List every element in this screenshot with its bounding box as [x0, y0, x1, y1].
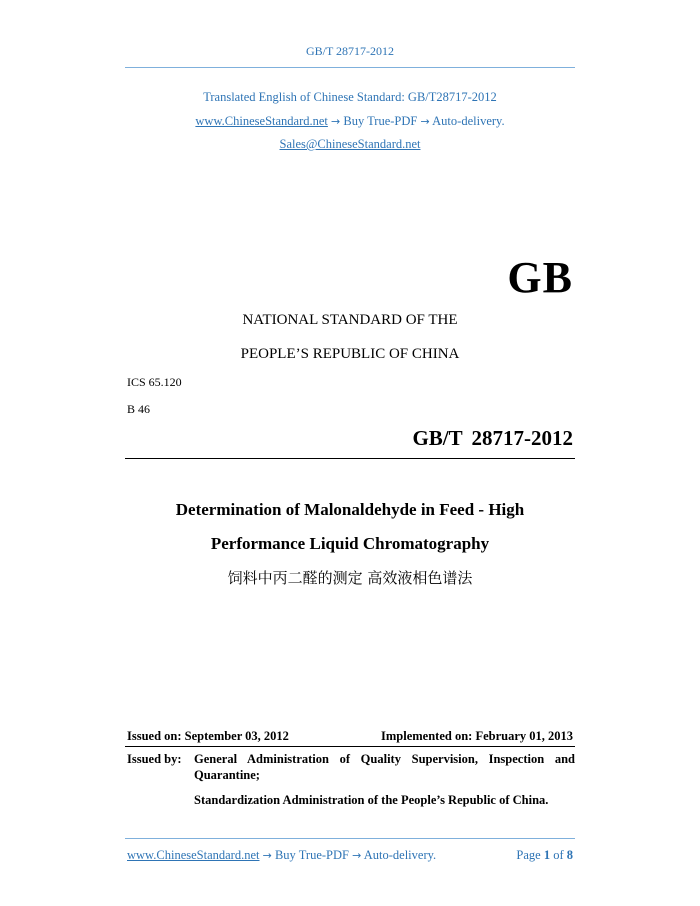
ics-code: ICS 65.120: [127, 375, 182, 389]
promo-email-line: [0, 137, 700, 152]
national-standard-line1: NATIONAL STANDARD OF THE: [242, 312, 458, 328]
right-arrow-icon: →: [331, 115, 341, 128]
header-divider: [125, 67, 575, 68]
promo-purchase-line: [0, 114, 700, 129]
title-line2: Performance Liquid Chromatography: [210, 534, 490, 553]
page-of: of: [553, 848, 564, 862]
right-arrow-icon: →: [420, 115, 430, 128]
page-word: Page: [516, 848, 541, 862]
issued-by-label: Issued by:: [127, 752, 182, 766]
gb-mark: GB: [507, 253, 573, 302]
header-standard-code: GB/T 28717-2012: [305, 44, 395, 58]
footer-buy-text: Buy True-PDF: [274, 848, 349, 862]
issued-on-date: Issued on: September 03, 2012: [127, 729, 289, 743]
standard-number: GB/T 28717-2012: [412, 426, 573, 450]
issued-by-authority-2: Standardization Administration of the People’s Republic of China.: [194, 793, 549, 807]
standard-number-divider: [125, 458, 575, 459]
ccs-code: B 46: [127, 402, 151, 416]
right-arrow-icon: →: [262, 849, 272, 862]
promo-site-link[interactable]: www.ChineseStandard.net: [195, 114, 328, 128]
footer-divider: [125, 838, 575, 839]
title-chinese: 饲料中丙二醛的测定 高效液相色谱法: [227, 569, 473, 587]
footer-promo: [127, 848, 436, 863]
title-line1: Determination of Malonaldehyde in Feed - High: [175, 500, 525, 519]
dates-divider: [125, 746, 575, 747]
footer-delivery-text: Auto-delivery.: [363, 848, 437, 862]
page-current: 1: [543, 848, 551, 862]
issued-by-authority-1: General Administration of Quality Supervision, Inspection and: [194, 752, 575, 766]
right-arrow-icon: →: [352, 849, 362, 862]
page-total: 8: [566, 848, 573, 862]
promo-delivery-text: Auto-delivery.: [432, 114, 505, 128]
national-standard-line2: PEOPLE’S REPUBLIC OF CHINA: [240, 346, 460, 362]
issued-by-authority-1-cont: Quarantine;: [194, 768, 260, 782]
promo-translation-line: Translated English of Chinese Standard: GB/T28717-2012: [203, 90, 497, 104]
promo-email-link[interactable]: Sales@ChineseStandard.net: [279, 137, 421, 151]
promo-buy-text: Buy True-PDF: [343, 114, 418, 128]
implemented-on-date: Implemented on: February 01, 2013: [381, 729, 573, 743]
footer-site-link[interactable]: www.ChineseStandard.net: [127, 848, 260, 862]
page-indicator: [516, 848, 573, 863]
